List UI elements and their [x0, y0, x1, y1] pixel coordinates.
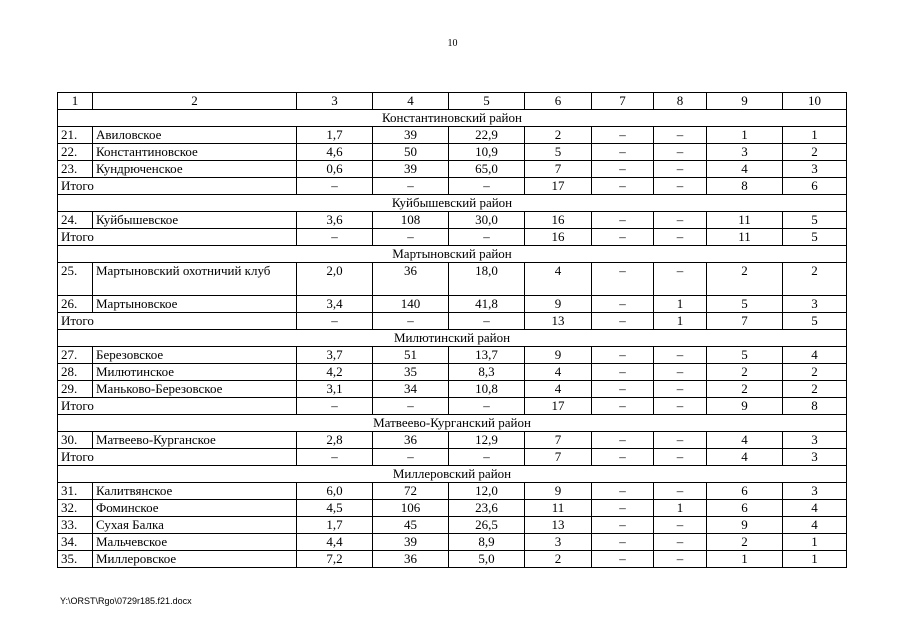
cell-c8: –: [654, 483, 707, 500]
cell-c4: 51: [373, 347, 449, 364]
column-header: 10: [783, 93, 847, 110]
cell-c8: –: [654, 212, 707, 229]
column-header: 8: [654, 93, 707, 110]
section-row: [58, 110, 847, 127]
cell-c10: 1: [783, 127, 847, 144]
data-table: [57, 92, 847, 568]
total-c3: –: [297, 229, 373, 246]
header-row: [58, 93, 847, 110]
total-c5: –: [449, 313, 525, 330]
cell-c4: 35: [373, 364, 449, 381]
cell-c10: 3: [783, 432, 847, 449]
cell-c8: –: [654, 263, 707, 296]
section-title: Константиновский район: [58, 110, 847, 127]
cell-c9: 4: [707, 432, 783, 449]
cell-c5: 12,0: [449, 483, 525, 500]
row-number: 21.: [58, 127, 93, 144]
cell-c3: 2,0: [297, 263, 373, 296]
table-row: [58, 483, 847, 500]
row-number: 25.: [58, 263, 93, 296]
cell-c5: 30,0: [449, 212, 525, 229]
column-header: 4: [373, 93, 449, 110]
cell-c7: –: [592, 263, 654, 296]
cell-c4: 36: [373, 551, 449, 568]
cell-c6: 7: [525, 161, 592, 178]
cell-c7: –: [592, 144, 654, 161]
cell-c3: 7,2: [297, 551, 373, 568]
total-label: Итого: [58, 229, 297, 246]
cell-c5: 23,6: [449, 500, 525, 517]
column-header: 7: [592, 93, 654, 110]
cell-c8: –: [654, 517, 707, 534]
total-c9: 7: [707, 313, 783, 330]
cell-c10: 4: [783, 517, 847, 534]
row-number: 34.: [58, 534, 93, 551]
row-number: 28.: [58, 364, 93, 381]
cell-c7: –: [592, 364, 654, 381]
row-number: 32.: [58, 500, 93, 517]
cell-c5: 41,8: [449, 296, 525, 313]
cell-c3: 3,4: [297, 296, 373, 313]
cell-c8: –: [654, 144, 707, 161]
cell-c9: 1: [707, 127, 783, 144]
table-row: [58, 144, 847, 161]
cell-c10: 2: [783, 144, 847, 161]
cell-c9: 4: [707, 161, 783, 178]
total-c8: –: [654, 398, 707, 415]
row-number: 26.: [58, 296, 93, 313]
column-header: 5: [449, 93, 525, 110]
table-row: [58, 517, 847, 534]
cell-c10: 4: [783, 347, 847, 364]
row-name: Фоминское: [93, 500, 297, 517]
row-name: Авиловское: [93, 127, 297, 144]
cell-c4: 108: [373, 212, 449, 229]
row-name: Мальчевское: [93, 534, 297, 551]
cell-c4: 45: [373, 517, 449, 534]
row-name: Калитвянское: [93, 483, 297, 500]
column-header: 3: [297, 93, 373, 110]
cell-c6: 7: [525, 432, 592, 449]
cell-c9: 11: [707, 212, 783, 229]
cell-c7: –: [592, 551, 654, 568]
total-c5: –: [449, 229, 525, 246]
cell-c4: 36: [373, 432, 449, 449]
cell-c6: 16: [525, 212, 592, 229]
cell-c7: –: [592, 127, 654, 144]
cell-c9: 1: [707, 551, 783, 568]
cell-c10: 1: [783, 534, 847, 551]
cell-c7: –: [592, 296, 654, 313]
total-c7: –: [592, 178, 654, 195]
section-title: Куйбышевский район: [58, 195, 847, 212]
table-row: [58, 551, 847, 568]
cell-c10: 3: [783, 161, 847, 178]
cell-c7: –: [592, 212, 654, 229]
row-number: 27.: [58, 347, 93, 364]
cell-c10: 1: [783, 551, 847, 568]
total-c3: –: [297, 398, 373, 415]
cell-c10: 3: [783, 483, 847, 500]
cell-c3: 3,7: [297, 347, 373, 364]
cell-c5: 65,0: [449, 161, 525, 178]
total-c8: –: [654, 178, 707, 195]
section-row: [58, 415, 847, 432]
row-name: Куйбышевское: [93, 212, 297, 229]
column-header: 9: [707, 93, 783, 110]
cell-c3: 4,5: [297, 500, 373, 517]
cell-c5: 8,3: [449, 364, 525, 381]
total-c4: –: [373, 398, 449, 415]
total-c4: –: [373, 178, 449, 195]
cell-c3: 3,6: [297, 212, 373, 229]
total-c10: 3: [783, 449, 847, 466]
total-c7: –: [592, 313, 654, 330]
row-number: 23.: [58, 161, 93, 178]
row-name: Кундрюченское: [93, 161, 297, 178]
cell-c8: –: [654, 161, 707, 178]
total-c10: 8: [783, 398, 847, 415]
total-c3: –: [297, 313, 373, 330]
total-c4: –: [373, 229, 449, 246]
cell-c6: 9: [525, 347, 592, 364]
cell-c3: 4,4: [297, 534, 373, 551]
total-c8: –: [654, 229, 707, 246]
row-number: 33.: [58, 517, 93, 534]
row-name: Березовское: [93, 347, 297, 364]
row-name: Маньково-Березовское: [93, 381, 297, 398]
cell-c6: 4: [525, 381, 592, 398]
cell-c4: 34: [373, 381, 449, 398]
cell-c3: 4,6: [297, 144, 373, 161]
cell-c8: 1: [654, 500, 707, 517]
cell-c9: 2: [707, 534, 783, 551]
cell-c3: 0,6: [297, 161, 373, 178]
cell-c5: 18,0: [449, 263, 525, 296]
cell-c9: 6: [707, 500, 783, 517]
cell-c6: 4: [525, 364, 592, 381]
cell-c4: 106: [373, 500, 449, 517]
cell-c7: –: [592, 500, 654, 517]
cell-c5: 10,9: [449, 144, 525, 161]
cell-c5: 22,9: [449, 127, 525, 144]
total-c8: 1: [654, 313, 707, 330]
table-row: [58, 500, 847, 517]
cell-c3: 1,7: [297, 127, 373, 144]
section-title: Миллеровский район: [58, 466, 847, 483]
total-row: [58, 178, 847, 195]
total-c7: –: [592, 398, 654, 415]
row-name: Мартыновское: [93, 296, 297, 313]
table-row: [58, 296, 847, 313]
cell-c8: –: [654, 364, 707, 381]
cell-c8: –: [654, 432, 707, 449]
total-c9: 11: [707, 229, 783, 246]
cell-c6: 2: [525, 127, 592, 144]
total-c9: 4: [707, 449, 783, 466]
cell-c7: –: [592, 483, 654, 500]
row-number: 30.: [58, 432, 93, 449]
cell-c7: –: [592, 534, 654, 551]
cell-c6: 9: [525, 483, 592, 500]
row-number: 22.: [58, 144, 93, 161]
total-c10: 5: [783, 229, 847, 246]
cell-c10: 3: [783, 296, 847, 313]
total-label: Итого: [58, 449, 297, 466]
cell-c5: 5,0: [449, 551, 525, 568]
total-c3: –: [297, 449, 373, 466]
cell-c4: 39: [373, 161, 449, 178]
cell-c10: 2: [783, 364, 847, 381]
cell-c6: 9: [525, 296, 592, 313]
table-row: [58, 364, 847, 381]
section-row: [58, 330, 847, 347]
cell-c9: 5: [707, 296, 783, 313]
cell-c6: 11: [525, 500, 592, 517]
total-label: Итого: [58, 398, 297, 415]
total-c6: 7: [525, 449, 592, 466]
total-c10: 5: [783, 313, 847, 330]
column-header: 1: [58, 93, 93, 110]
total-label: Итого: [58, 313, 297, 330]
total-c6: 17: [525, 178, 592, 195]
cell-c7: –: [592, 517, 654, 534]
cell-c9: 2: [707, 263, 783, 296]
column-header: 6: [525, 93, 592, 110]
total-c9: 8: [707, 178, 783, 195]
cell-c5: 12,9: [449, 432, 525, 449]
cell-c9: 9: [707, 517, 783, 534]
cell-c10: 2: [783, 381, 847, 398]
cell-c9: 3: [707, 144, 783, 161]
total-c5: –: [449, 398, 525, 415]
cell-c5: 26,5: [449, 517, 525, 534]
table-row: [58, 127, 847, 144]
total-c5: –: [449, 449, 525, 466]
row-number: 29.: [58, 381, 93, 398]
total-c6: 16: [525, 229, 592, 246]
total-c8: –: [654, 449, 707, 466]
cell-c3: 1,7: [297, 517, 373, 534]
page-number: 10: [447, 38, 458, 49]
row-name: Мартыновский охотничий клуб: [93, 263, 297, 296]
section-row: [58, 246, 847, 263]
table-row: [58, 432, 847, 449]
cell-c9: 2: [707, 381, 783, 398]
total-c6: 13: [525, 313, 592, 330]
cell-c10: 2: [783, 263, 847, 296]
cell-c6: 4: [525, 263, 592, 296]
cell-c8: –: [654, 347, 707, 364]
cell-c4: 72: [373, 483, 449, 500]
cell-c9: 6: [707, 483, 783, 500]
file-path-footer: Y:\ORST\Rgo\0729r185.f21.docx: [60, 596, 192, 606]
cell-c5: 13,7: [449, 347, 525, 364]
cell-c8: –: [654, 534, 707, 551]
row-number: 35.: [58, 551, 93, 568]
table-row: [58, 161, 847, 178]
cell-c3: 6,0: [297, 483, 373, 500]
cell-c8: –: [654, 127, 707, 144]
total-c7: –: [592, 229, 654, 246]
total-c6: 17: [525, 398, 592, 415]
row-name: Сухая Балка: [93, 517, 297, 534]
cell-c6: 3: [525, 534, 592, 551]
total-row: [58, 449, 847, 466]
cell-c6: 2: [525, 551, 592, 568]
cell-c8: –: [654, 381, 707, 398]
cell-c4: 39: [373, 534, 449, 551]
cell-c9: 5: [707, 347, 783, 364]
total-c10: 6: [783, 178, 847, 195]
cell-c7: –: [592, 381, 654, 398]
table-row: [58, 263, 847, 296]
total-row: [58, 398, 847, 415]
cell-c6: 5: [525, 144, 592, 161]
total-c7: –: [592, 449, 654, 466]
row-name: Константиновское: [93, 144, 297, 161]
column-header: 2: [93, 93, 297, 110]
total-row: [58, 229, 847, 246]
cell-c7: –: [592, 161, 654, 178]
cell-c4: 39: [373, 127, 449, 144]
section-row: [58, 466, 847, 483]
cell-c10: 4: [783, 500, 847, 517]
cell-c4: 50: [373, 144, 449, 161]
cell-c6: 13: [525, 517, 592, 534]
cell-c4: 36: [373, 263, 449, 296]
row-number: 31.: [58, 483, 93, 500]
row-number: 24.: [58, 212, 93, 229]
cell-c3: 3,1: [297, 381, 373, 398]
cell-c5: 8,9: [449, 534, 525, 551]
cell-c10: 5: [783, 212, 847, 229]
section-title: Мартыновский район: [58, 246, 847, 263]
section-title: Матвеево-Курганский район: [58, 415, 847, 432]
table-row: [58, 212, 847, 229]
row-name: Матвеево-Курганское: [93, 432, 297, 449]
cell-c4: 140: [373, 296, 449, 313]
cell-c8: 1: [654, 296, 707, 313]
cell-c3: 4,2: [297, 364, 373, 381]
table-row: [58, 534, 847, 551]
total-c5: –: [449, 178, 525, 195]
section-title: Милютинский район: [58, 330, 847, 347]
row-name: Милютинское: [93, 364, 297, 381]
total-label: Итого: [58, 178, 297, 195]
cell-c7: –: [592, 347, 654, 364]
table-row: [58, 347, 847, 364]
cell-c8: –: [654, 551, 707, 568]
cell-c5: 10,8: [449, 381, 525, 398]
total-c4: –: [373, 449, 449, 466]
cell-c7: –: [592, 432, 654, 449]
total-c3: –: [297, 178, 373, 195]
section-row: [58, 195, 847, 212]
total-row: [58, 313, 847, 330]
table-row: [58, 381, 847, 398]
row-name: Миллеровское: [93, 551, 297, 568]
cell-c9: 2: [707, 364, 783, 381]
cell-c3: 2,8: [297, 432, 373, 449]
total-c4: –: [373, 313, 449, 330]
total-c9: 9: [707, 398, 783, 415]
